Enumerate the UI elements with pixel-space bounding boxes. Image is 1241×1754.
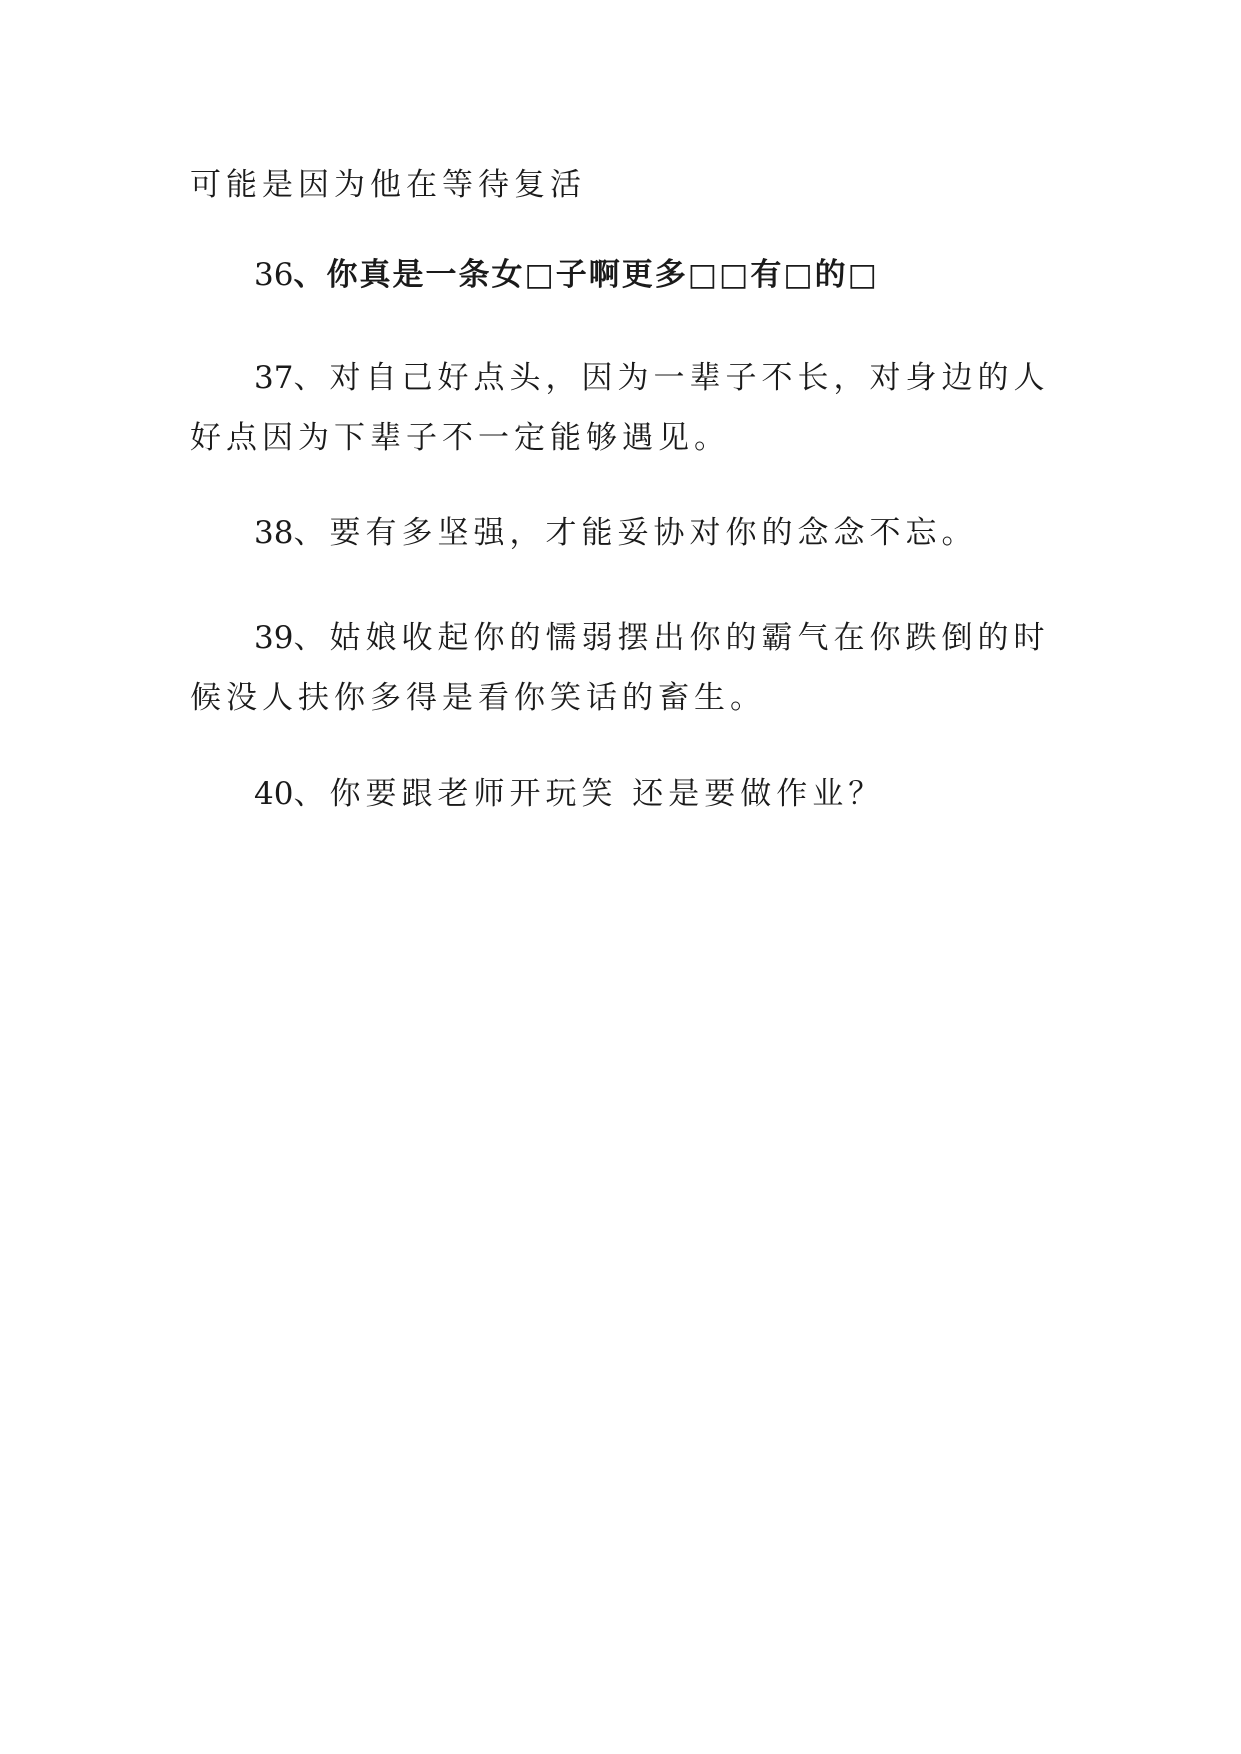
paragraph-text: 、姑娘收起你的懦弱摆出你的霸气在你跌倒的时候没人扶你多得是看你笑话的畜生。 (190, 620, 1050, 716)
paragraph-text: 、要有多坚强，才能妥协对你的念念不忘。 (293, 515, 978, 551)
paragraph-40 (190, 764, 1070, 824)
paragraph-number: 38 (254, 515, 294, 551)
paragraph-text: 、你真是一条女□子啊更多□□有□的□ (293, 257, 879, 293)
paragraph-number: 39 (254, 620, 294, 656)
paragraph-text: 、你要跟老师开玩笑 还是要做作业？ (293, 776, 885, 812)
paragraph-text: 、对自己好点头，因为一辈子不长，对身边的人好点因为下辈子不一定能够遇见。 (190, 360, 1050, 456)
paragraph-37 (190, 348, 1070, 468)
paragraph-number: 36 (254, 257, 294, 293)
paragraph-38 (190, 503, 1070, 563)
paragraph-continuation (190, 155, 1070, 215)
paragraph-36 (190, 245, 1070, 305)
paragraph-text: 可能是因为他在等待复活 (190, 167, 586, 203)
paragraph-number: 40 (254, 776, 294, 812)
paragraph-39 (190, 608, 1070, 728)
paragraph-number: 37 (254, 360, 294, 396)
